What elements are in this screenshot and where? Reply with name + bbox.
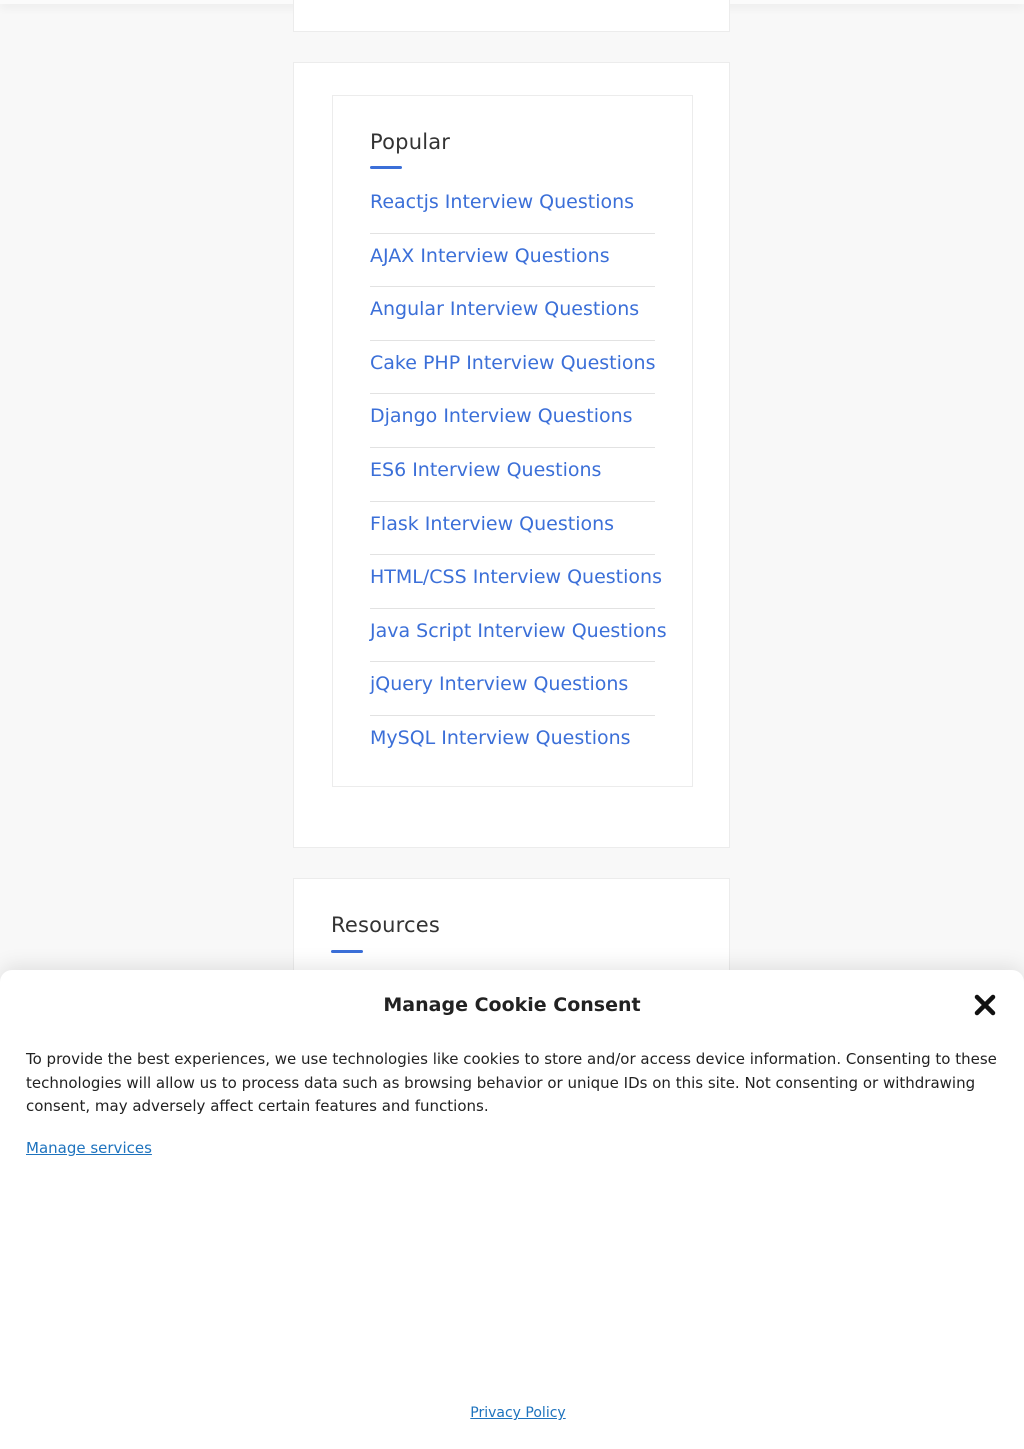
popular-link-flask[interactable]: Flask Interview Questions xyxy=(370,502,655,556)
resources-title-underline xyxy=(331,950,363,953)
popular-title-underline xyxy=(370,166,402,169)
close-icon xyxy=(974,994,996,1016)
popular-link-list xyxy=(370,180,667,770)
popular-link-ajax[interactable]: AJAX Interview Questions xyxy=(370,234,655,288)
manage-services-link[interactable]: Manage services xyxy=(26,1139,152,1157)
popular-link-reactjs[interactable]: Reactjs Interview Questions xyxy=(370,180,655,234)
previous-widget-card xyxy=(293,0,730,32)
popular-widget-card xyxy=(293,62,730,848)
privacy-policy-link[interactable]: Privacy Policy xyxy=(470,1405,566,1421)
popular-link-cakephp[interactable]: Cake PHP Interview Questions xyxy=(370,341,655,395)
cookie-consent-title: Manage Cookie Consent xyxy=(383,994,641,1016)
cookie-consent-message: To provide the best experiences, we use technologies like cookies to store and/or access device information. Consenting to these technologies will allow us to process data such as browsing behavior or unique IDs on this site. Not consenting or withdrawing consent, may adversely affect certain features and functions. xyxy=(26,1050,997,1115)
cookie-consent-banner xyxy=(0,970,1024,1449)
popular-link-jquery[interactable]: jQuery Interview Questions xyxy=(370,662,655,716)
popular-link-django[interactable]: Django Interview Questions xyxy=(370,394,655,448)
popular-widget-title: Popular xyxy=(370,130,451,154)
popular-link-angular[interactable]: Angular Interview Questions xyxy=(370,287,655,341)
popular-link-html-css[interactable]: HTML/CSS Interview Questions xyxy=(370,555,655,609)
popular-link-mysql[interactable]: MySQL Interview Questions xyxy=(370,726,631,749)
popular-widget xyxy=(332,95,693,787)
popular-link-javascript[interactable]: Java Script Interview Questions xyxy=(370,609,655,663)
popular-link-es6[interactable]: ES6 Interview Questions xyxy=(370,448,655,502)
resources-widget-title: Resources xyxy=(331,913,441,937)
close-button[interactable] xyxy=(974,994,996,1016)
